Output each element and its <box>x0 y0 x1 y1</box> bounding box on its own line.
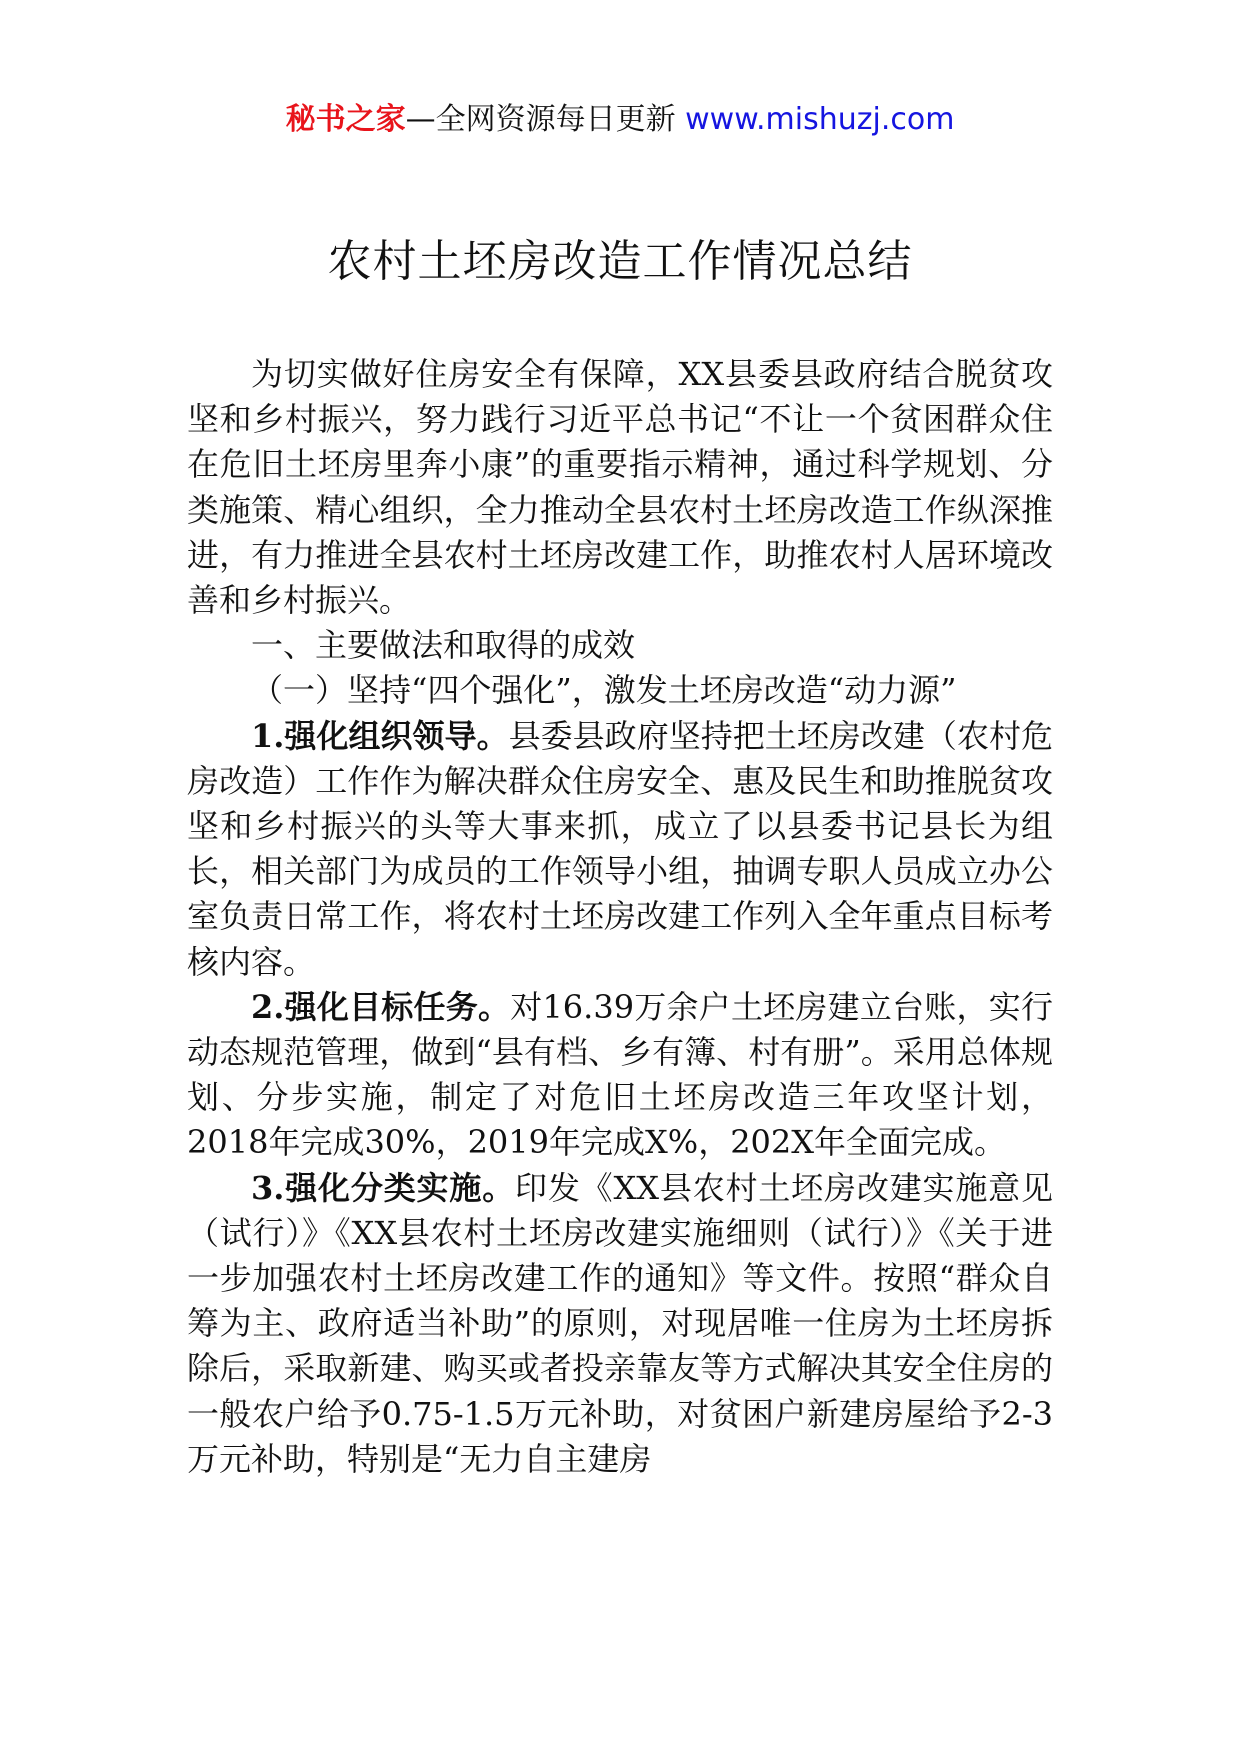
item-text-2: 对16.39万余户土坯房建立台账，实行动态规范管理，做到“县有档、乡有簿、村有册”。采用总体规划、分步实施，制定了对危旧土坯房改造三年攻坚计划，2018年完成30%，2019年完成X%，202X年全面完成。 <box>187 987 1053 1162</box>
item-lead-3: 3.强化分类实施。 <box>251 1168 516 1207</box>
document-body <box>187 352 1053 1482</box>
site-brand: 秘书之家 <box>285 102 406 137</box>
site-url-link[interactable]: www.mishuzj.com <box>685 102 955 137</box>
item-paragraph-1 <box>187 714 1053 985</box>
document-title: 农村土坯房改造工作情况总结 <box>327 236 913 287</box>
item-text-3: 印发《XX县农村土坯房改建实施意见（试行）》《XX县农村土坯房改建实施细则（试行）》《关于进一步加强农村土坯房改建工作的通知》等文件。按照“群众自筹为主、政府适当补助”的原则，对现居唯一住房为土坯房拆除后，采取新建、购买或者投亲靠友等方式解决其安全住房的一般农户给予0.75-1.5万元补助，对贫困户新建房屋给予2-3万元补助，特别是“无力自主建房 <box>187 1168 1053 1478</box>
item-lead-2: 2.强化目标任务。 <box>251 987 511 1026</box>
item-paragraph-2 <box>187 985 1053 1166</box>
intro-paragraph: 为切实做好住房安全有保障，XX县委县政府结合脱贫攻坚和乡村振兴，努力践行习近平总书记“不让一个贫困群众住在危旧土坯房里奔小康”的重要指示精神，通过科学规划、分类施策、精心组织，全力推动全县农村土坯房改造工作纵深推进，有力推进全县农村土坯房改建工作，助推农村人居环境改善和乡村振兴。 <box>187 355 1053 620</box>
item-paragraph-3 <box>187 1166 1053 1482</box>
site-slogan: —全网资源每日更新 <box>405 102 686 137</box>
site-header <box>0 100 1240 140</box>
item-text-1: 县委县政府坚持把土坯房改建（农村危房改造）工作作为解决群众住房安全、惠及民生和助推脱贫攻坚和乡村振兴的头等大事来抓，成立了以县委书记县长为组长，相关部门为成员的工作领导小组，抽调专职人员成立办公室负责日常工作，将农村土坯房改建工作列入全年重点目标考核内容。 <box>187 716 1053 981</box>
section-heading-1: 一、主要做法和取得的成效 <box>251 626 636 665</box>
item-lead-1: 1.强化组织领导。 <box>251 716 509 755</box>
subsection-heading-1: （一）坚持“四个强化”，激发土坯房改造“动力源” <box>251 671 957 710</box>
